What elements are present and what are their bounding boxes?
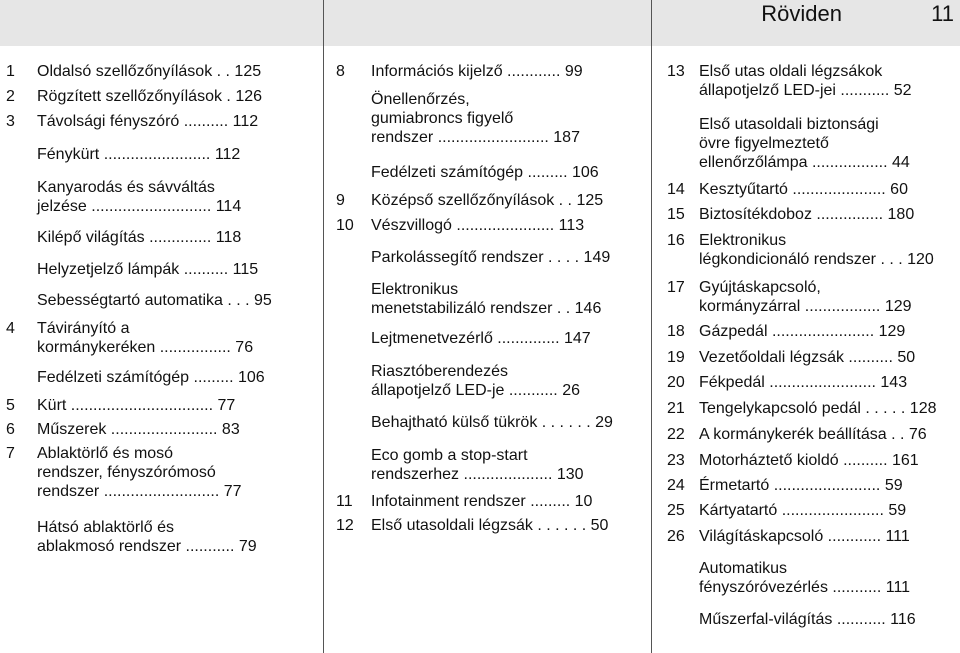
entry-line: Tengelykapcsoló pedál . . . . . 128 (699, 400, 937, 417)
entry-text (699, 205, 914, 224)
entry-line: Kilépő világítás .............. 118 (37, 229, 242, 246)
entry-line: Vezetőoldali légzsák .......... 50 (699, 349, 916, 366)
entry-text (371, 329, 591, 348)
callout-number: 24 (667, 477, 685, 494)
entry-line: Első utasoldali légzsák . . . . . . 50 (371, 517, 609, 534)
entry-line: övre figyelmeztető (699, 135, 829, 152)
entry-text (371, 163, 599, 182)
entry-line: Automatikus (699, 560, 788, 577)
entry-text (37, 444, 242, 501)
entry-text (699, 180, 908, 199)
entry-line: gumiabroncs figyelő (371, 110, 514, 127)
entry-line: Távirányító a (37, 320, 130, 337)
entry-line: kormányzárral ................. 129 (699, 298, 912, 315)
entry-text (37, 228, 241, 247)
entry-line: A kormánykerék beállítása . . 76 (699, 426, 927, 443)
entry-line: Infotainment rendszer ......... 10 (371, 493, 593, 510)
entry-line: Gázpedál ....................... 129 (699, 323, 906, 340)
callout-number: 3 (6, 113, 15, 130)
entry-line: Műszerfal-világítás ........... 116 (699, 611, 916, 628)
entry-line: Biztosítékdoboz ............... 180 (699, 206, 915, 223)
entry-text (699, 501, 906, 520)
entry-line: Fékpedál ........................ 143 (699, 374, 908, 391)
entry-text (699, 399, 936, 418)
callout-number: 4 (6, 320, 15, 337)
callout-number: 17 (667, 279, 685, 296)
entry-text (37, 62, 261, 81)
entry-line: Lejtmenetvezérlő .............. 147 (371, 330, 591, 347)
entry-line: Helyzetjelző lámpák .......... 115 (37, 261, 259, 278)
entry-text (699, 322, 905, 341)
entry-text (37, 145, 240, 164)
entry-line: Oldalsó szellőzőnyílások . . 125 (37, 63, 262, 80)
callout-number: 1 (6, 63, 15, 80)
entry-text (37, 396, 235, 415)
callout-number: 14 (667, 181, 685, 198)
entry-line: Ablaktörlő és mosó (37, 445, 174, 462)
entry-text (699, 278, 912, 316)
callout-number: 21 (667, 400, 685, 417)
callout-number: 25 (667, 502, 685, 519)
entry-line: Hátsó ablaktörlő és (37, 519, 174, 536)
entry-line: Sebességtartó automatika . . . 95 (37, 292, 272, 309)
entry-text (37, 319, 253, 357)
entry-line: Első utasoldali biztonsági (699, 116, 879, 133)
entry-line: rendszer ......................... 187 (371, 129, 580, 146)
entry-text (699, 476, 903, 495)
callout-number: 8 (336, 63, 345, 80)
index-column-2 (323, 0, 629, 653)
entry-text (37, 518, 257, 556)
entry-text (371, 90, 580, 147)
entry-line: Érmetartó ........................ 59 (699, 477, 903, 494)
entry-text (699, 610, 916, 629)
entry-text (37, 87, 262, 106)
entry-text (699, 62, 912, 100)
entry-line: Kürt ................................ 77 (37, 397, 236, 414)
entry-text (699, 348, 915, 367)
callout-number: 23 (667, 452, 685, 469)
entry-line: Elektronikus (371, 281, 459, 298)
entry-line: állapotjelző LED-je ........... 26 (371, 382, 580, 399)
entry-text (37, 260, 258, 279)
entry-text (371, 492, 592, 511)
entry-text (37, 368, 265, 387)
entry-text (371, 216, 584, 235)
entry-text (371, 446, 584, 484)
callout-number: 16 (667, 232, 685, 249)
callout-number: 20 (667, 374, 685, 391)
entry-text (37, 420, 240, 439)
callout-number: 18 (667, 323, 685, 340)
entry-line: Elektronikus (699, 232, 787, 249)
entry-text (699, 231, 934, 269)
callout-number: 22 (667, 426, 685, 443)
entry-line: Fénykürt ........................ 112 (37, 146, 241, 163)
entry-text (371, 413, 613, 432)
entry-line: ellenőrzőlámpa ................. 44 (699, 154, 910, 171)
entry-line: Rögzített szellőzőnyílások . 126 (37, 88, 263, 105)
callout-number: 13 (667, 63, 685, 80)
entry-line: Önellenőrzés, (371, 91, 470, 108)
entry-text (699, 451, 919, 470)
entry-text (371, 62, 583, 81)
entry-text (371, 191, 603, 210)
entry-line: Műszerek ........................ 83 (37, 421, 240, 438)
entry-line: Távolsági fényszóró .......... 112 (37, 113, 259, 130)
entry-line: légkondicionáló rendszer . . . 120 (699, 251, 934, 268)
callout-number: 12 (336, 517, 354, 534)
entry-line: Információs kijelző ............ 99 (371, 63, 583, 80)
entry-text (699, 373, 907, 392)
callout-number: 11 (336, 493, 353, 510)
entry-text (371, 516, 608, 535)
entry-line: ablakmosó rendszer ........... 79 (37, 538, 257, 555)
callout-number: 26 (667, 528, 685, 545)
entry-line: Kanyarodás és sávváltás (37, 179, 215, 196)
entry-text (699, 559, 910, 597)
entry-text (37, 112, 258, 131)
entry-line: fényszóróvezérlés ........... 111 (699, 579, 911, 596)
entry-line: jelzése ........................... 114 (37, 198, 242, 215)
entry-line: Kártyatartó ....................... 59 (699, 502, 907, 519)
index-column-3 (651, 0, 960, 653)
entry-line: Fedélzeti számítógép ......... 106 (37, 369, 265, 386)
entry-line: kormánykeréken ................ 76 (37, 339, 254, 356)
entry-line: Behajtható külső tükrök . . . . . . 29 (371, 414, 613, 431)
entry-text (37, 178, 241, 216)
entry-text (699, 115, 910, 172)
callout-number: 19 (667, 349, 685, 366)
callout-number: 6 (6, 421, 15, 438)
callout-number: 7 (6, 445, 15, 462)
callout-number: 9 (336, 192, 345, 209)
entry-line: Kesztyűtartó ..................... 60 (699, 181, 908, 198)
entry-line: Első utas oldali légzsákok (699, 63, 883, 80)
callout-number: 5 (6, 397, 15, 414)
entry-text (699, 425, 927, 444)
entry-line: Gyújtáskapcsoló, (699, 279, 821, 296)
entry-line: Vészvillogó ...................... 113 (371, 217, 585, 234)
entry-text (699, 527, 910, 546)
entry-line: menetstabilizáló rendszer . . 146 (371, 300, 602, 317)
entry-line: Motorháztető kioldó .......... 161 (699, 452, 919, 469)
section-title: Röviden (761, 1, 842, 26)
entry-line: rendszerhez .................... 130 (371, 466, 584, 483)
entry-line: Középső szellőzőnyílások . . 125 (371, 192, 604, 209)
entry-line: rendszer .......................... 77 (37, 483, 242, 500)
page-number: 11 (931, 1, 954, 26)
entry-line: Parkolássegítő rendszer . . . . 149 (371, 249, 611, 266)
entry-line: Riasztóberendezés (371, 363, 508, 380)
entry-text (371, 280, 601, 318)
callout-number: 15 (667, 206, 685, 223)
entry-line: Világításkapcsoló ............ 111 (699, 528, 910, 545)
entry-line: állapotjelző LED-jei ........... 52 (699, 82, 912, 99)
callout-number: 10 (336, 217, 354, 234)
callout-number: 2 (6, 88, 15, 105)
entry-text (371, 362, 580, 400)
entry-line: Eco gomb a stop-start (371, 447, 528, 464)
entry-text (37, 291, 272, 310)
entry-text (371, 248, 610, 267)
entry-line: Fedélzeti számítógép ......... 106 (371, 164, 599, 181)
entry-line: rendszer, fényszórómosó (37, 464, 216, 481)
